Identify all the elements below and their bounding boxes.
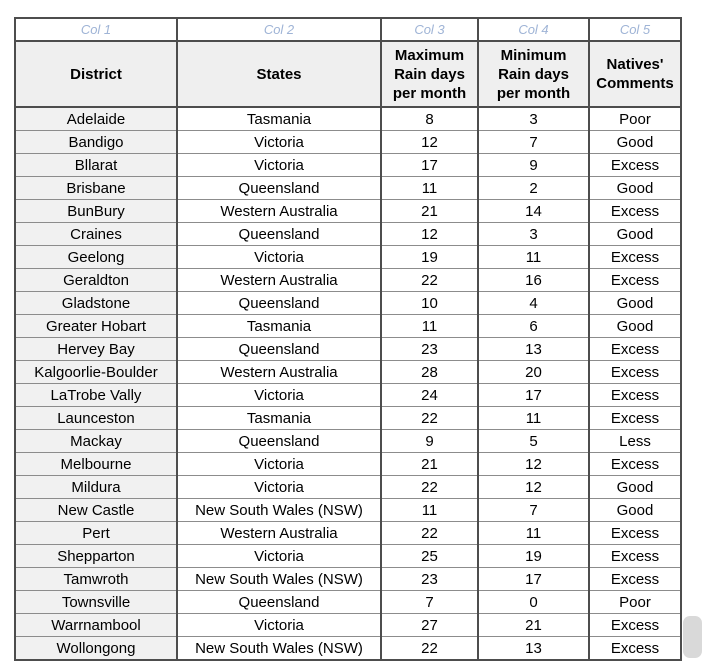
max-rain-cell: 22 (381, 407, 478, 430)
table-row (15, 177, 681, 200)
comment-cell: Good (589, 315, 681, 338)
min-rain-cell: 17 (478, 568, 589, 591)
col-label-5: Col 5 (589, 18, 681, 41)
district-cell: Geraldton (15, 269, 177, 292)
min-rain-cell: 13 (478, 637, 589, 661)
table-row (15, 545, 681, 568)
max-rain-cell: 11 (381, 177, 478, 200)
district-cell: Bllarat (15, 154, 177, 177)
district-cell: Greater Hobart (15, 315, 177, 338)
table-row (15, 591, 681, 614)
state-cell: New South Wales (NSW) (177, 637, 381, 661)
comment-cell: Excess (589, 637, 681, 661)
state-cell: Queensland (177, 177, 381, 200)
max-rain-cell: 22 (381, 637, 478, 661)
comment-cell: Excess (589, 545, 681, 568)
comment-cell: Excess (589, 154, 681, 177)
comment-cell: Good (589, 292, 681, 315)
district-cell: Brisbane (15, 177, 177, 200)
district-cell: LaTrobe Vally (15, 384, 177, 407)
table-row (15, 476, 681, 499)
min-rain-cell: 11 (478, 407, 589, 430)
state-cell: Victoria (177, 545, 381, 568)
max-rain-cell: 28 (381, 361, 478, 384)
header-row (15, 41, 681, 107)
table-row (15, 107, 681, 131)
min-rain-cell: 5 (478, 430, 589, 453)
table-row (15, 430, 681, 453)
max-rain-cell: 8 (381, 107, 478, 131)
district-cell: Kalgoorlie-Boulder (15, 361, 177, 384)
max-rain-cell: 11 (381, 315, 478, 338)
district-cell: Townsville (15, 591, 177, 614)
table-row (15, 637, 681, 661)
min-rain-cell: 3 (478, 223, 589, 246)
table-row (15, 292, 681, 315)
state-cell: Tasmania (177, 107, 381, 131)
table-row (15, 246, 681, 269)
state-cell: New South Wales (NSW) (177, 499, 381, 522)
state-cell: Tasmania (177, 407, 381, 430)
min-rain-cell: 17 (478, 384, 589, 407)
comment-cell: Poor (589, 107, 681, 131)
col-label-2: Col 2 (177, 18, 381, 41)
min-rain-cell: 19 (478, 545, 589, 568)
state-cell: Queensland (177, 430, 381, 453)
max-rain-cell: 22 (381, 269, 478, 292)
max-rain-cell: 12 (381, 131, 478, 154)
table-row (15, 200, 681, 223)
comment-cell: Excess (589, 269, 681, 292)
district-cell: Mildura (15, 476, 177, 499)
table-row (15, 223, 681, 246)
max-rain-cell: 10 (381, 292, 478, 315)
district-cell: Pert (15, 522, 177, 545)
state-cell: Queensland (177, 223, 381, 246)
comment-cell: Excess (589, 614, 681, 637)
min-rain-cell: 6 (478, 315, 589, 338)
min-rain-cell: 11 (478, 246, 589, 269)
district-cell: New Castle (15, 499, 177, 522)
min-rain-cell: 0 (478, 591, 589, 614)
comment-cell: Excess (589, 361, 681, 384)
table-row (15, 384, 681, 407)
comment-cell: Excess (589, 522, 681, 545)
table-row (15, 614, 681, 637)
district-cell: Tamwroth (15, 568, 177, 591)
district-cell: Gladstone (15, 292, 177, 315)
col-label-1: Col 1 (15, 18, 177, 41)
min-rain-cell: 4 (478, 292, 589, 315)
table-row (15, 568, 681, 591)
table-body (15, 107, 681, 660)
comment-cell: Excess (589, 453, 681, 476)
header-min-rain-days: Minimum Rain days per month (478, 41, 589, 107)
state-cell: Victoria (177, 131, 381, 154)
district-cell: Launceston (15, 407, 177, 430)
max-rain-cell: 11 (381, 499, 478, 522)
min-rain-cell: 11 (478, 522, 589, 545)
min-rain-cell: 16 (478, 269, 589, 292)
district-cell: Geelong (15, 246, 177, 269)
state-cell: Victoria (177, 384, 381, 407)
min-rain-cell: 7 (478, 131, 589, 154)
col-label-4: Col 4 (478, 18, 589, 41)
table-row (15, 522, 681, 545)
district-cell: Adelaide (15, 107, 177, 131)
comment-cell: Less (589, 430, 681, 453)
comment-cell: Good (589, 131, 681, 154)
state-cell: Queensland (177, 338, 381, 361)
header-district: District (15, 41, 177, 107)
comment-cell: Excess (589, 568, 681, 591)
comment-cell: Excess (589, 338, 681, 361)
state-cell: New South Wales (NSW) (177, 568, 381, 591)
comment-cell: Excess (589, 200, 681, 223)
column-index-row (15, 18, 681, 41)
max-rain-cell: 21 (381, 453, 478, 476)
comment-cell: Excess (589, 407, 681, 430)
comment-cell: Good (589, 476, 681, 499)
min-rain-cell: 2 (478, 177, 589, 200)
comment-cell: Good (589, 499, 681, 522)
table-row (15, 407, 681, 430)
max-rain-cell: 23 (381, 338, 478, 361)
district-cell: Shepparton (15, 545, 177, 568)
scrollbar-thumb[interactable] (683, 616, 702, 658)
header-states: States (177, 41, 381, 107)
table-row (15, 131, 681, 154)
district-cell: BunBury (15, 200, 177, 223)
district-cell: Warrnambool (15, 614, 177, 637)
max-rain-cell: 22 (381, 522, 478, 545)
max-rain-cell: 12 (381, 223, 478, 246)
max-rain-cell: 7 (381, 591, 478, 614)
state-cell: Western Australia (177, 361, 381, 384)
state-cell: Victoria (177, 154, 381, 177)
district-cell: Hervey Bay (15, 338, 177, 361)
state-cell: Western Australia (177, 200, 381, 223)
state-cell: Queensland (177, 292, 381, 315)
min-rain-cell: 12 (478, 453, 589, 476)
district-cell: Craines (15, 223, 177, 246)
max-rain-cell: 9 (381, 430, 478, 453)
max-rain-cell: 25 (381, 545, 478, 568)
table-row (15, 154, 681, 177)
max-rain-cell: 24 (381, 384, 478, 407)
comment-cell: Excess (589, 246, 681, 269)
col-label-3: Col 3 (381, 18, 478, 41)
header-natives-comments: Natives' Comments (589, 41, 681, 107)
table-row (15, 269, 681, 292)
district-cell: Melbourne (15, 453, 177, 476)
max-rain-cell: 23 (381, 568, 478, 591)
state-cell: Western Australia (177, 269, 381, 292)
min-rain-cell: 9 (478, 154, 589, 177)
state-cell: Victoria (177, 453, 381, 476)
district-cell: Bandigo (15, 131, 177, 154)
state-cell: Victoria (177, 246, 381, 269)
min-rain-cell: 12 (478, 476, 589, 499)
table-row (15, 338, 681, 361)
district-cell: Mackay (15, 430, 177, 453)
max-rain-cell: 22 (381, 476, 478, 499)
max-rain-cell: 19 (381, 246, 478, 269)
min-rain-cell: 21 (478, 614, 589, 637)
min-rain-cell: 14 (478, 200, 589, 223)
state-cell: Queensland (177, 591, 381, 614)
state-cell: Tasmania (177, 315, 381, 338)
comment-cell: Good (589, 177, 681, 200)
table-row (15, 499, 681, 522)
max-rain-cell: 17 (381, 154, 478, 177)
comment-cell: Excess (589, 384, 681, 407)
state-cell: Victoria (177, 476, 381, 499)
rain-days-table (14, 17, 682, 661)
header-max-rain-days: Maximum Rain days per month (381, 41, 478, 107)
district-cell: Wollongong (15, 637, 177, 661)
table-row (15, 361, 681, 384)
comment-cell: Poor (589, 591, 681, 614)
min-rain-cell: 3 (478, 107, 589, 131)
max-rain-cell: 21 (381, 200, 478, 223)
min-rain-cell: 7 (478, 499, 589, 522)
min-rain-cell: 13 (478, 338, 589, 361)
max-rain-cell: 27 (381, 614, 478, 637)
comment-cell: Good (589, 223, 681, 246)
table-row (15, 315, 681, 338)
table-row (15, 453, 681, 476)
state-cell: Western Australia (177, 522, 381, 545)
state-cell: Victoria (177, 614, 381, 637)
min-rain-cell: 20 (478, 361, 589, 384)
